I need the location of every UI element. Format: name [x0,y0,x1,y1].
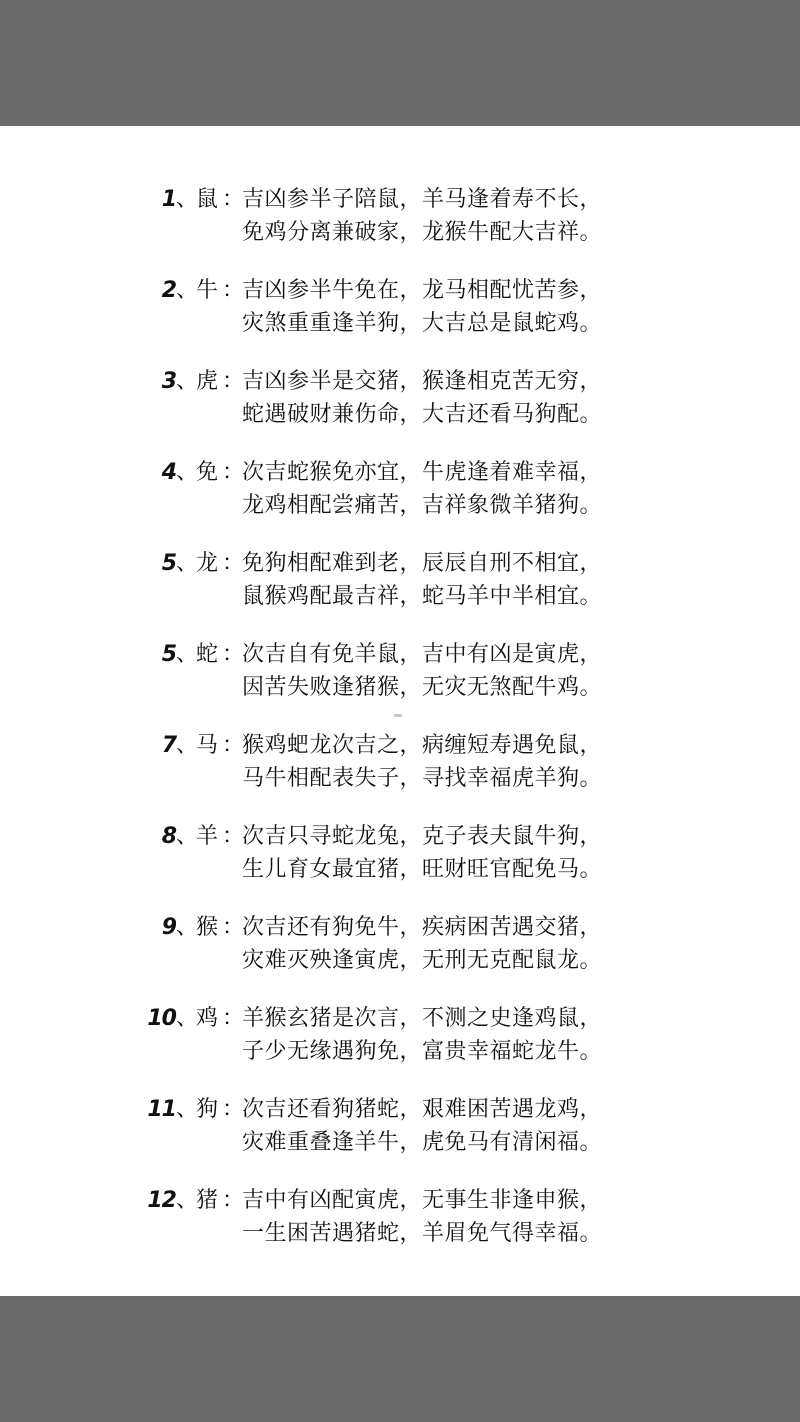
zodiac-animal: 虎 [196,369,219,394]
zodiac-animal: 马 [196,733,219,758]
verse-line-2: 龙鸡相配尝痛苦，吉祥象微羊猪狗。 [242,493,603,518]
verse-separator: 、 [176,187,199,212]
zodiac-animal: 狗 [196,1097,219,1122]
verse-line-2: 灾难灭殃逢寅虎，无刑无克配鼠龙。 [242,948,603,973]
zodiac-animal: 牛 [196,278,219,303]
verse-item [0,819,800,910]
verse-line-2: 一生困苦遇猪蛇，羊眉免气得幸福。 [242,1221,603,1246]
verse-line-2: 灾难重叠逢羊牛，虎免马有清闲福。 [242,1130,603,1155]
scan-speck [394,714,402,717]
verse-number: 5 [161,551,176,576]
verse-colon: ： [222,369,245,394]
verse-colon: ： [222,642,245,667]
verse-item [0,273,800,364]
verse-item [0,364,800,455]
verse-number: 4 [161,460,176,485]
verse-line-1: 次吉蛇猴免亦宜，牛虎逢着难幸福， [242,460,603,485]
verse-item [0,910,800,1001]
verse-list [0,182,800,1274]
verse-separator: 、 [176,824,199,849]
verse-line-2: 生儿育女最宜猪，旺财旺官配免马。 [242,857,603,882]
zodiac-animal: 猴 [196,915,219,940]
verse-number: 7 [161,733,176,758]
verse-separator: 、 [176,278,199,303]
verse-number: 10 [147,1006,176,1031]
verse-separator: 、 [176,460,199,485]
verse-colon: ： [222,1188,245,1213]
verse-colon: ： [222,460,245,485]
verse-number: 5 [161,642,176,667]
verse-line-2: 灾煞重重逢羊狗，大吉总是鼠蛇鸡。 [242,311,603,336]
verse-number: 12 [147,1188,176,1213]
verse-line-1: 羊猴玄猪是次言，不测之史逢鸡鼠， [242,1006,603,1031]
verse-line-1: 次吉还看狗猪蛇，艰难困苦遇龙鸡， [242,1097,603,1122]
verse-separator: 、 [176,1188,199,1213]
document-sheet [0,126,800,1296]
verse-number: 2 [161,278,176,303]
zodiac-animal: 免 [196,460,219,485]
zodiac-animal: 猪 [196,1188,219,1213]
verse-item [0,728,800,819]
verse-line-2: 子少无缘遇狗免，富贵幸福蛇龙牛。 [242,1039,603,1064]
verse-line-2: 因苦失败逢猪猴，无灾无煞配牛鸡。 [242,675,603,700]
verse-line-1: 次吉自有免羊鼠，吉中有凶是寅虎， [242,642,603,667]
verse-colon: ： [222,733,245,758]
verse-item [0,182,800,273]
bottom-letterbox [0,1296,800,1422]
verse-colon: ： [222,278,245,303]
verse-separator: 、 [176,915,199,940]
verse-separator: 、 [176,1006,199,1031]
verse-colon: ： [222,1006,245,1031]
verse-line-1: 次吉只寻蛇龙兔，克子表夫鼠牛狗， [242,824,603,849]
verse-item [0,1183,800,1274]
verse-separator: 、 [176,1097,199,1122]
zodiac-animal: 羊 [196,824,219,849]
top-letterbox [0,0,800,126]
verse-item [0,455,800,546]
verse-item [0,1001,800,1092]
zodiac-animal: 鼠 [196,187,219,212]
verse-line-1: 吉中有凶配寅虎，无事生非逢申猴， [242,1188,603,1213]
zodiac-animal: 鸡 [196,1006,219,1031]
verse-item [0,1092,800,1183]
verse-number: 11 [147,1097,176,1122]
verse-line-1: 次吉还有狗免牛，疾病困苦遇交猪， [242,915,603,940]
verse-line-1: 猴鸡蚆龙次吉之，病缠短寿遇免鼠， [242,733,603,758]
verse-colon: ： [222,915,245,940]
verse-colon: ： [222,1097,245,1122]
verse-separator: 、 [176,551,199,576]
verse-line-1: 免狗相配难到老，辰辰自刑不相宜， [242,551,603,576]
zodiac-animal: 蛇 [196,642,219,667]
verse-line-1: 吉凶参半牛免在，龙马相配忧苦参， [242,278,603,303]
verse-number: 1 [161,187,176,212]
verse-separator: 、 [176,733,199,758]
verse-colon: ： [222,824,245,849]
verse-line-1: 吉凶参半是交猪，猴逢相克苦无穷， [242,369,603,394]
verse-line-2: 免鸡分离兼破家，龙猴牛配大吉祥。 [242,220,603,245]
verse-line-2: 鼠猴鸡配最吉祥，蛇马羊中半相宜。 [242,584,603,609]
verse-colon: ： [222,551,245,576]
zodiac-animal: 龙 [196,551,219,576]
verse-number: 3 [161,369,176,394]
verse-number: 9 [161,915,176,940]
verse-separator: 、 [176,369,199,394]
verse-item [0,546,800,637]
verse-colon: ： [222,187,245,212]
verse-line-1: 吉凶参半子陪鼠，羊马逢着寿不长， [242,187,603,212]
verse-line-2: 蛇遇破财兼伤命，大吉还看马狗配。 [242,402,603,427]
verse-line-2: 马牛相配表失子，寻找幸福虎羊狗。 [242,766,603,791]
verse-separator: 、 [176,642,199,667]
verse-number: 8 [161,824,176,849]
